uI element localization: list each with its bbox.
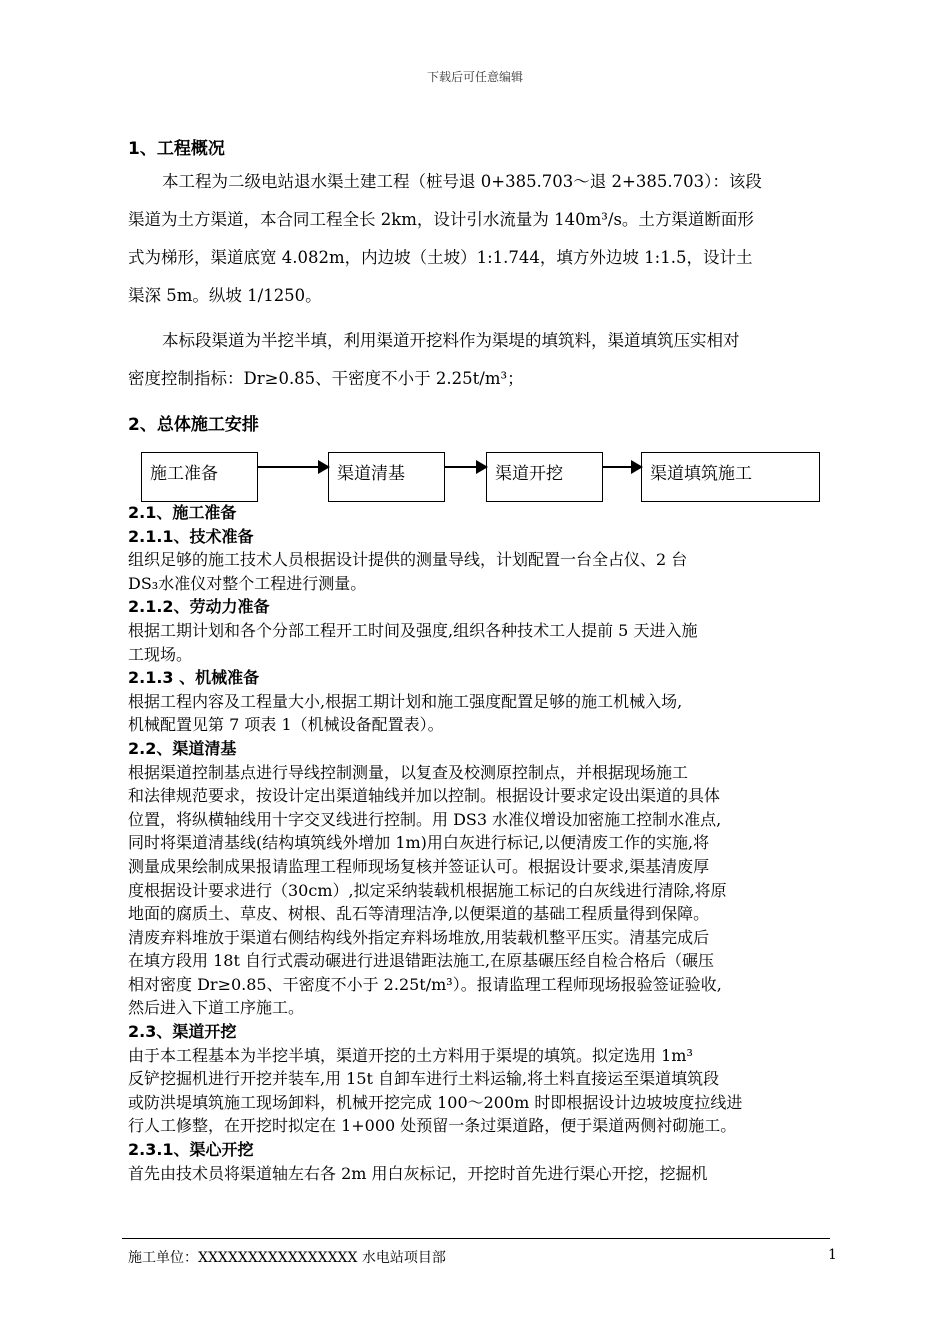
text-line: 反铲挖掘机进行开挖并装车,用 15t 自卸车进行土料运输,将土料直接运至渠道填筑段 (128, 1069, 720, 1089)
flow-step-2: 渠道清基 (328, 452, 445, 502)
text-line: 清废弃料堆放于渠道右侧结构线外指定弃料场堆放,用装载机整平压实。清基完成后 (128, 927, 710, 947)
footer-rule (122, 1238, 830, 1239)
subsection-heading: 2.1.3 、机械准备 (128, 668, 260, 688)
text-line: 相对密度 Dr≥0.85、干密度不小于 2.25t/m³）。报请监理工程师现场报验签证验收, (128, 974, 722, 994)
text-line: 由于本工程基本为半挖半填，渠道开挖的土方料用于渠堤的填筑。拟定选用 1m³ (128, 1045, 693, 1065)
section-1-paragraph-2 (128, 322, 840, 398)
text-line: 本工程为二级电站退水渠土建工程（桩号退 0+385.703～退 2+385.703）：该段 (162, 172, 762, 191)
subsection-heading: 2.1.2、劳动力准备 (128, 597, 270, 617)
text-line: 式为梯形，渠道底宽 4.082m，内边坡（土坡）1:1.744，填方外边坡 1:1.5，设计土 (128, 248, 753, 267)
text-line: 度根据设计要求进行（30cm）,拟定采纳装载机根据施工标记的白灰线进行清除,将原 (128, 880, 727, 900)
text-line: 然后进入下道工序施工。 (128, 998, 305, 1018)
text-line: 本标段渠道为半挖半填，利用渠道开挖料作为渠堤的填筑料，渠道填筑压实相对 (162, 331, 740, 350)
flow-arrow (603, 466, 641, 468)
subsection-heading: 2.3.1、渠心开挖 (128, 1140, 254, 1160)
text-line: 根据工程内容及工程量大小,根据工期计划和施工强度配置足够的施工机械入场, (128, 691, 683, 711)
text-line: 测量成果绘制成果报请监理工程师现场复核并签证认可。根据设计要求,渠基清废厚 (128, 856, 710, 876)
flow-arrow (445, 466, 486, 468)
text-line: 和法律规范要求，按设计定出渠道轴线并加以控制。根据设计要求定设出渠道的具体 (128, 786, 721, 806)
flow-arrow (258, 466, 328, 468)
text-line: 或防洪堤填筑施工现场卸料，机械开挖完成 100～200m 时即根据设计边坡坡度拉线进 (128, 1092, 743, 1112)
text-line: 工现场。 (128, 644, 193, 664)
text-line: DS₃水准仪对整个工程进行测量。 (128, 573, 367, 593)
page-number: 1 (828, 1247, 837, 1263)
text-line: 行人工修整，在开挖时拟定在 1+000 处预留一条过渠道路，便于渠道两侧衬砌施工。 (128, 1116, 737, 1136)
text-line: 密度控制指标：Dr≥0.85、干密度不小于 2.25t/m³； (128, 369, 524, 388)
section-2-body (128, 501, 850, 1185)
text-line: 地面的腐质土、草皮、树根、乱石等清理洁净,以便渠道的基础工程质量得到保障。 (128, 904, 710, 924)
subsection-heading: 2.3、渠道开挖 (128, 1022, 237, 1042)
section-1-paragraph-1 (128, 163, 840, 315)
text-line: 组织足够的施工技术人员根据设计提供的测量导线，计划配置一台全占仪、2 台 (128, 550, 688, 570)
text-line: 根据渠道控制基点进行导线控制测量，以复查及校测原控制点，并根据现场施工 (128, 762, 689, 782)
flow-step-1: 施工准备 (141, 452, 258, 502)
text-line: 渠道为土方渠道，本合同工程全长 2km，设计引水流量为 140m³/s。土方渠道断面形 (128, 210, 754, 229)
footer-unit: 施工单位：XXXXXXXXXXXXXXXX 水电站项目部 (128, 1250, 446, 1266)
section-2-title: 2、总体施工安排 (128, 415, 259, 435)
section-1-title: 1、工程概况 (128, 139, 225, 159)
subsection-heading: 2.2、渠道清基 (128, 738, 237, 758)
text-line: 首先由技术员将渠道轴左右各 2m 用白灰标记，开挖时首先进行渠心开挖，挖掘机 (128, 1163, 708, 1183)
text-line: 机械配置见第 7 项表 1（机械设备配置表）。 (128, 715, 444, 735)
text-line: 在填方段用 18t 自行式震动碾进行进退错距法施工,在原基碾压经自检合格后（碾压 (128, 951, 715, 971)
text-line: 根据工期计划和各个分部工程开工时间及强度,组织各种技术工人提前 5 天进入施 (128, 620, 698, 640)
text-line: 位置，将纵横轴线用十字交叉线进行控制。用 DS3 水准仪增设加密施工控制水准点, (128, 809, 722, 829)
text-line: 同时将渠道清基线(结构填筑线外增加 1m)用白灰进行标记,以便清废工作的实施,将 (128, 833, 710, 853)
page-header: 下载后可任意编辑 (426, 70, 523, 84)
text-line: 渠深 5m。纵坡 1/1250。 (128, 286, 322, 305)
subsection-heading: 2.1.1、技术准备 (128, 526, 254, 546)
flow-step-3: 渠道开挖 (486, 452, 603, 502)
flow-step-4: 渠道填筑施工 (641, 452, 820, 502)
subsection-heading: 2.1、施工准备 (128, 503, 237, 522)
